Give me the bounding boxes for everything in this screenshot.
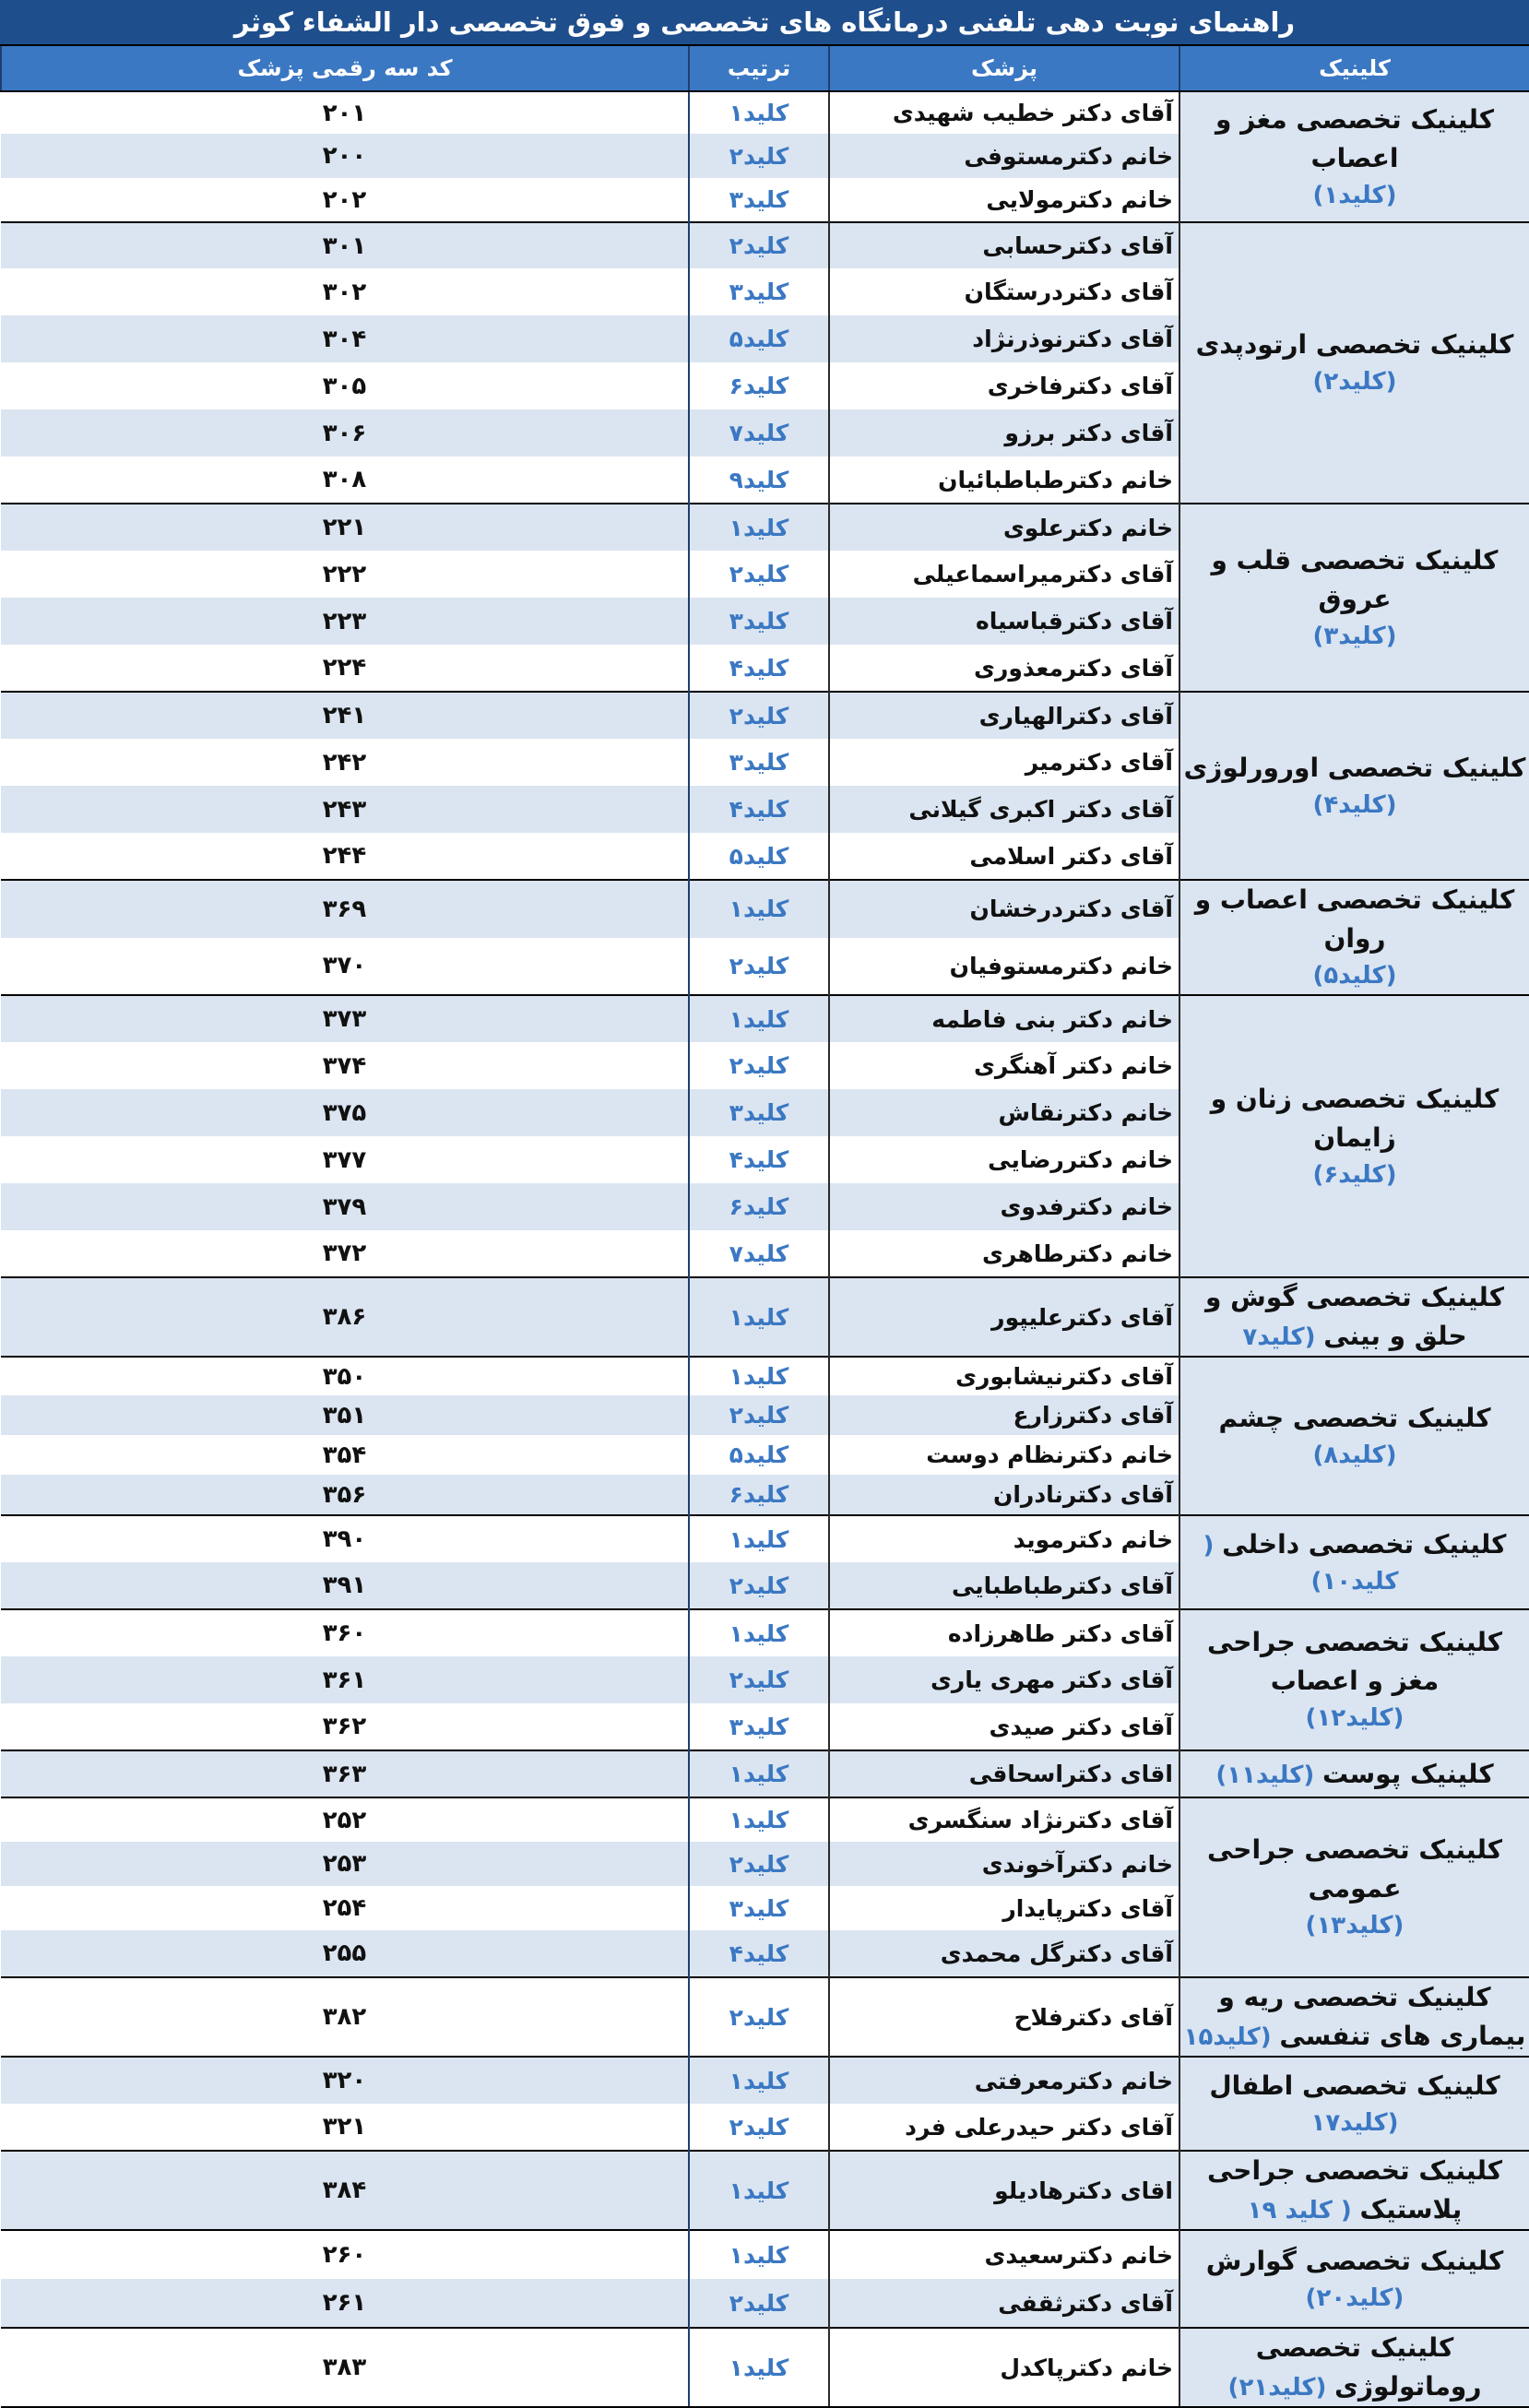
clinic-cell bbox=[1179, 1797, 1529, 1977]
doctor-name: آقای دکترنوذرنژاد bbox=[829, 315, 1179, 362]
clinic-name: کلینیک تخصصی روماتولوژی bbox=[1255, 2332, 1482, 2402]
clinic-cell bbox=[1179, 222, 1529, 504]
doctor-code: ۳۵۶ bbox=[1, 1475, 689, 1515]
clinic-name: کلینیک تخصصی اورورلوژی bbox=[1183, 752, 1526, 783]
order-key: کلید۱ bbox=[689, 504, 829, 551]
table-body bbox=[1, 91, 1529, 2407]
clinic-name: کلینیک تخصصی ریه و بیماری های تنفسی bbox=[1218, 1982, 1526, 2051]
order-key: کلید۱ bbox=[689, 1277, 829, 1357]
clinic-name: کلینیک تخصصی اعصاب و روان bbox=[1194, 884, 1515, 954]
doctor-code: ۲۵۳ bbox=[1, 1842, 689, 1886]
doctor-name: اقای دکترهادیلو bbox=[829, 2151, 1179, 2230]
doctor-code: ۲۵۴ bbox=[322, 1894, 367, 1922]
doctor-name: خانم دکترمستوفیان bbox=[829, 938, 1179, 996]
doctor-code: ۲۰۱ bbox=[1, 91, 689, 134]
doctor-name: آقای دکتر خطیب شهیدی bbox=[829, 91, 1179, 134]
order-key: کلید۶ bbox=[689, 1183, 829, 1230]
order-key: کلید۲ bbox=[689, 1395, 829, 1435]
doctor-code: ۲۵۵ bbox=[1, 1930, 689, 1977]
doctor-name: آقای دکتردرستگان bbox=[829, 268, 1179, 315]
doctor-name: خانم دکترمعرفتی bbox=[829, 2057, 1179, 2104]
order-key: کلید۳ bbox=[689, 268, 829, 315]
order-key: کلید۲ bbox=[689, 1562, 829, 1609]
order-key: کلید۳ bbox=[689, 1703, 829, 1750]
table-row bbox=[1, 692, 1529, 739]
doctor-name: آقای دکترفلاح bbox=[829, 1977, 1179, 2057]
doctor-code: ۳۰۴ bbox=[1, 315, 689, 362]
order-key: کلید۹ bbox=[689, 457, 829, 504]
doctor-name: آقای دکترالهیاری bbox=[829, 692, 1179, 739]
clinic-key: (کلید۱۵ bbox=[1183, 2023, 1272, 2051]
doctor-code: ۳۶۰ bbox=[1, 1609, 689, 1656]
table-row bbox=[1, 1609, 1529, 1656]
table-row bbox=[1, 1357, 1529, 1395]
clinic-key: (کلید۲) bbox=[1312, 368, 1397, 396]
order-key: کلید۲ bbox=[689, 134, 829, 178]
order-key: کلید۴ bbox=[689, 786, 829, 833]
order-key: کلید۵ bbox=[689, 1435, 829, 1475]
clinic-name: کلینیک تخصصی ارتودپدی bbox=[1195, 329, 1514, 360]
doctor-code: ۲۴۳ bbox=[1, 786, 689, 833]
order-key: کلید۶ bbox=[689, 1475, 829, 1515]
doctor-code: ۳۶۳ bbox=[1, 1750, 689, 1797]
table-row bbox=[1, 2151, 1529, 2230]
order-key: کلید۷ bbox=[689, 409, 829, 457]
clinic-key: (کلید۱۷ bbox=[1310, 2108, 1399, 2137]
clinic-cell bbox=[1179, 91, 1529, 222]
doctor-code: ۳۷۳ bbox=[1, 995, 689, 1042]
doctor-name: خانم دکترمستوفی bbox=[829, 134, 1179, 178]
order-key: کلید۷ bbox=[689, 1230, 829, 1277]
doctor-name: آقای دکترمیر bbox=[829, 739, 1179, 786]
doctor-code: ۲۰۲ bbox=[322, 185, 367, 214]
order-key: کلید۱ bbox=[689, 2151, 829, 2230]
doctor-name: خانم دکترطباطبائیان bbox=[829, 457, 1179, 504]
clinic-cell bbox=[1179, 2057, 1529, 2151]
doctor-code: ۳۰۱ bbox=[1, 222, 689, 268]
doctor-code: ۳۲۱ bbox=[322, 2113, 367, 2141]
doctor-name: خانم دکترموید bbox=[829, 1515, 1179, 1562]
order-key: کلید۲ bbox=[689, 222, 829, 268]
clinic-key: (کلید۱) bbox=[1312, 181, 1397, 209]
doctor-code: ۳۹۰ bbox=[1, 1515, 689, 1562]
doctor-name: خانم دکترفدوی bbox=[829, 1183, 1179, 1230]
doctor-code: ۲۵۲ bbox=[1, 1797, 689, 1842]
order-key: کلید۴ bbox=[689, 645, 829, 692]
clinic-cell bbox=[1179, 1357, 1529, 1515]
table-row bbox=[1, 880, 1529, 938]
clinic-name: کلینیک تخصصی مغز و اعصاب bbox=[1215, 103, 1495, 173]
order-key: کلید۱ bbox=[689, 2230, 829, 2279]
doctor-name: آقای دکترنادران bbox=[829, 1475, 1179, 1515]
clinic-cell bbox=[1179, 692, 1529, 880]
order-key: کلید۵ bbox=[689, 833, 829, 880]
clinic-name: کلینیک تخصصی جراحی پلاستیک bbox=[1206, 2155, 1503, 2224]
schedule-table bbox=[0, 46, 1529, 2408]
clinic-cell bbox=[1179, 1515, 1529, 1609]
table-row bbox=[1, 1977, 1529, 2057]
order-key: کلید۴ bbox=[689, 1136, 829, 1183]
clinic-name: کلینیک تخصصی جراحی مغز و اعصاب bbox=[1206, 1627, 1503, 1696]
doctor-code: ۳۸۴ bbox=[1, 2151, 689, 2230]
doctor-name: آقای دکترمعذوری bbox=[829, 645, 1179, 692]
clinic-cell bbox=[1179, 2230, 1529, 2328]
doctor-name: آقای دکترفاخری bbox=[829, 362, 1179, 409]
doctor-name: آقای دکتر اکبری گیلانی bbox=[829, 786, 1179, 833]
doctor-name: آقای دکترقباسیاه bbox=[829, 598, 1179, 645]
doctor-code: ۳۰۸ bbox=[322, 466, 367, 493]
clinic-name: کلینیک تخصصی چشم bbox=[1218, 1402, 1491, 1433]
header-row bbox=[1, 46, 1529, 91]
order-key: کلید۶ bbox=[689, 362, 829, 409]
doctor-code: ۲۲۳ bbox=[1, 598, 689, 645]
clinic-key: (کلید۸) bbox=[1312, 1441, 1397, 1469]
table-row bbox=[1, 1750, 1529, 1797]
clinic-cell bbox=[1179, 1977, 1529, 2057]
table-row bbox=[1, 995, 1529, 1042]
doctor-name: آقای دکترمیراسماعیلی bbox=[829, 551, 1179, 598]
doctor-code: ۲۴۲ bbox=[322, 748, 367, 777]
table-row bbox=[1, 504, 1529, 551]
doctor-name: اقای دکتراسحاقی bbox=[829, 1750, 1179, 1797]
table-row bbox=[1, 91, 1529, 134]
doctor-code: ۲۲۱ bbox=[1, 504, 689, 551]
order-key: کلید۲ bbox=[689, 1842, 829, 1886]
clinic-cell bbox=[1179, 1277, 1529, 1357]
doctor-code: ۲۴۴ bbox=[322, 842, 367, 870]
order-key: کلید۱ bbox=[689, 995, 829, 1042]
clinic-cell bbox=[1179, 1750, 1529, 1797]
doctor-code: ۳۶۲ bbox=[322, 1713, 367, 1740]
header-code: کد سه رقمی پزشک bbox=[1, 46, 689, 91]
order-key: کلید۲ bbox=[689, 938, 829, 996]
doctor-name: خانم دکترعلوی bbox=[829, 504, 1179, 551]
clinic-name: کلینیک تخصصی زنان و زایمان bbox=[1210, 1083, 1499, 1153]
doctor-name: آقای دکترپایدار bbox=[829, 1886, 1179, 1930]
page-title: راهنمای نوبت دهی تلفنی درمانگاه های تخصصی و فوق تخصصی دار الشفاء کوثر bbox=[0, 0, 1529, 46]
clinic-key: (کلید۷ bbox=[1242, 1323, 1316, 1351]
order-key: کلید۲ bbox=[689, 1977, 829, 2057]
clinic-cell bbox=[1179, 2151, 1529, 2230]
doctor-name: آقای دکتر طاهرزاده bbox=[829, 1609, 1179, 1656]
header-doctor: پزشک bbox=[829, 46, 1179, 91]
order-key: کلید۳ bbox=[689, 1886, 829, 1930]
clinic-key: (کلید۴) bbox=[1312, 790, 1397, 819]
table-row bbox=[1, 2230, 1529, 2279]
doctor-code: ۳۲۰ bbox=[1, 2057, 689, 2104]
order-key: کلید۳ bbox=[689, 178, 829, 222]
doctor-code: ۲۲۲ bbox=[322, 560, 367, 588]
clinic-key: (کلید۱۲) bbox=[1305, 1704, 1405, 1732]
order-key: کلید۲ bbox=[689, 2279, 829, 2328]
doctor-name: آقای دکترنژاد سنگسری bbox=[829, 1797, 1179, 1842]
clinic-name: کلینیک تخصصی جراحی عمومی bbox=[1206, 1834, 1503, 1904]
order-key: کلید۲ bbox=[689, 2104, 829, 2151]
clinic-cell bbox=[1179, 1609, 1529, 1750]
clinic-name: کلینیک تخصصی گوارش bbox=[1205, 2245, 1504, 2276]
clinic-name: کلینیک تخصصی اطفال bbox=[1209, 2070, 1500, 2101]
doctor-code: ۳۷۰ bbox=[322, 952, 367, 980]
order-key: کلید۵ bbox=[689, 315, 829, 362]
doctor-code: ۳۶۹ bbox=[1, 880, 689, 938]
doctor-name: آقای دکترثقفی bbox=[829, 2279, 1179, 2328]
doctor-code: ۲۴۱ bbox=[1, 692, 689, 739]
doctor-name: خانم دکترآخوندی bbox=[829, 1842, 1179, 1886]
clinic-cell bbox=[1179, 504, 1529, 692]
doctor-name: خانم دکتررضایی bbox=[829, 1136, 1179, 1183]
clinic-key: (کلید۲۰) bbox=[1305, 2283, 1405, 2312]
order-key: کلید۲ bbox=[689, 551, 829, 598]
table-row bbox=[1, 2328, 1529, 2407]
order-key: کلید۱ bbox=[689, 1515, 829, 1562]
order-key: کلید۱ bbox=[689, 91, 829, 134]
doctor-name: آقای دکترگل محمدی bbox=[829, 1930, 1179, 1977]
header-clinic: کلینیک bbox=[1179, 46, 1529, 91]
doctor-name: خانم دکترنقاش bbox=[829, 1089, 1179, 1136]
clinic-name: کلینیک تخصصی گوش و حلق و بینی bbox=[1205, 1282, 1504, 1351]
clinic-key: (کلید۲۱) bbox=[1227, 2374, 1327, 2402]
doctor-code: ۳۰۵ bbox=[322, 372, 367, 400]
doctor-name: آقای دکترعلیپور bbox=[829, 1277, 1179, 1357]
doctor-name: آقای دکتر صیدی bbox=[829, 1703, 1179, 1750]
clinic-key: ( کلید ۱۹ bbox=[1247, 2197, 1352, 2224]
clinic-name: کلینیک تخصصی داخلی bbox=[1222, 1528, 1507, 1560]
doctor-name: آقای دکتر برزو bbox=[829, 409, 1179, 457]
order-key: کلید۲ bbox=[689, 1656, 829, 1703]
order-key: کلید۴ bbox=[689, 1930, 829, 1977]
table-row bbox=[1, 222, 1529, 268]
doctor-name: خانم دکتر آهنگری bbox=[829, 1042, 1179, 1089]
doctor-code: ۳۷۹ bbox=[1, 1183, 689, 1230]
doctor-name: خانم دکترمولایی bbox=[829, 178, 1179, 222]
order-key: کلید۱ bbox=[689, 1797, 829, 1842]
doctor-name: آقای دکترطباطبایی bbox=[829, 1562, 1179, 1609]
doctor-name: آقای دکترزارع bbox=[829, 1395, 1179, 1435]
clinic-name: کلینیک پوست bbox=[1322, 1758, 1494, 1789]
doctor-code: ۳۰۲ bbox=[322, 278, 367, 306]
doctor-code: ۳۷۲ bbox=[322, 1240, 367, 1267]
table-row bbox=[1, 2057, 1529, 2104]
doctor-code: ۳۸۶ bbox=[1, 1277, 689, 1357]
doctor-code: ۲۶۱ bbox=[1, 2279, 689, 2328]
clinic-cell bbox=[1179, 995, 1529, 1277]
header-order: ترتیب bbox=[689, 46, 829, 91]
doctor-name: آقای دکتردرخشان bbox=[829, 880, 1179, 938]
doctor-code: ۳۷۷ bbox=[322, 1145, 367, 1174]
doctor-code: ۳۸۳ bbox=[1, 2328, 689, 2407]
table-row bbox=[1, 1515, 1529, 1562]
doctor-name: خانم دکتر بنی فاطمه bbox=[829, 995, 1179, 1042]
doctor-name: آقای دکترنیشابوری bbox=[829, 1357, 1179, 1395]
doctor-code: ۳۵۴ bbox=[322, 1441, 367, 1469]
doctor-code: ۳۷۵ bbox=[1, 1089, 689, 1136]
doctor-name: خانم دکترپاکدل bbox=[829, 2328, 1179, 2407]
clinic-key: (کلید۱۱) bbox=[1215, 1761, 1315, 1789]
order-key: کلید۱ bbox=[689, 2057, 829, 2104]
doctor-code: ۳۸۲ bbox=[1, 1977, 689, 2057]
doctor-code: ۳۵۱ bbox=[1, 1395, 689, 1435]
doctor-name: خانم دکترنظام دوست bbox=[829, 1435, 1179, 1475]
doctor-name: آقای دکتر اسلامی bbox=[829, 833, 1179, 880]
clinic-cell bbox=[1179, 2328, 1529, 2407]
clinic-key: (کلید۵) bbox=[1312, 962, 1397, 990]
order-key: کلید۱ bbox=[689, 880, 829, 938]
order-key: کلید۲ bbox=[689, 692, 829, 739]
doctor-code: ۳۵۰ bbox=[1, 1357, 689, 1395]
doctor-code: ۳۷۴ bbox=[322, 1051, 367, 1080]
order-key: کلید۱ bbox=[689, 2328, 829, 2407]
table-row bbox=[1, 1277, 1529, 1357]
order-key: کلید۳ bbox=[689, 598, 829, 645]
doctor-code: ۲۲۴ bbox=[322, 654, 367, 682]
order-key: کلید۲ bbox=[689, 1042, 829, 1089]
doctor-code: ۲۶۰ bbox=[1, 2230, 689, 2279]
doctor-code: ۲۰۰ bbox=[1, 134, 689, 178]
doctor-name: آقای دکترحسابی bbox=[829, 222, 1179, 268]
table-row bbox=[1, 1797, 1529, 1842]
clinic-name: کلینیک تخصصی قلب و عروق bbox=[1211, 544, 1499, 614]
order-key: کلید۱ bbox=[689, 1357, 829, 1395]
doctor-code: ۳۶۱ bbox=[1, 1656, 689, 1703]
clinic-key: ( کلید۱۰) bbox=[1203, 1531, 1399, 1595]
doctor-code: ۳۰۶ bbox=[1, 409, 689, 457]
clinic-key: (کلید۶) bbox=[1312, 1160, 1397, 1189]
order-key: کلید۱ bbox=[689, 1750, 829, 1797]
doctor-name: آقای دکتر مهری یاری bbox=[829, 1656, 1179, 1703]
doctor-name: خانم دکترسعیدی bbox=[829, 2230, 1179, 2279]
clinic-key: (کلید۱۳) bbox=[1305, 1912, 1405, 1939]
doctor-code: ۳۹۱ bbox=[1, 1562, 689, 1609]
clinic-key: (کلید۳) bbox=[1312, 622, 1397, 650]
clinic-cell bbox=[1179, 880, 1529, 995]
order-key: کلید۱ bbox=[689, 1609, 829, 1656]
doctor-name: آقای دکتر حیدرعلی فرد bbox=[829, 2104, 1179, 2151]
order-key: کلید۳ bbox=[689, 1089, 829, 1136]
order-key: کلید۳ bbox=[689, 739, 829, 786]
doctor-name: خانم دکترطاهری bbox=[829, 1230, 1179, 1277]
